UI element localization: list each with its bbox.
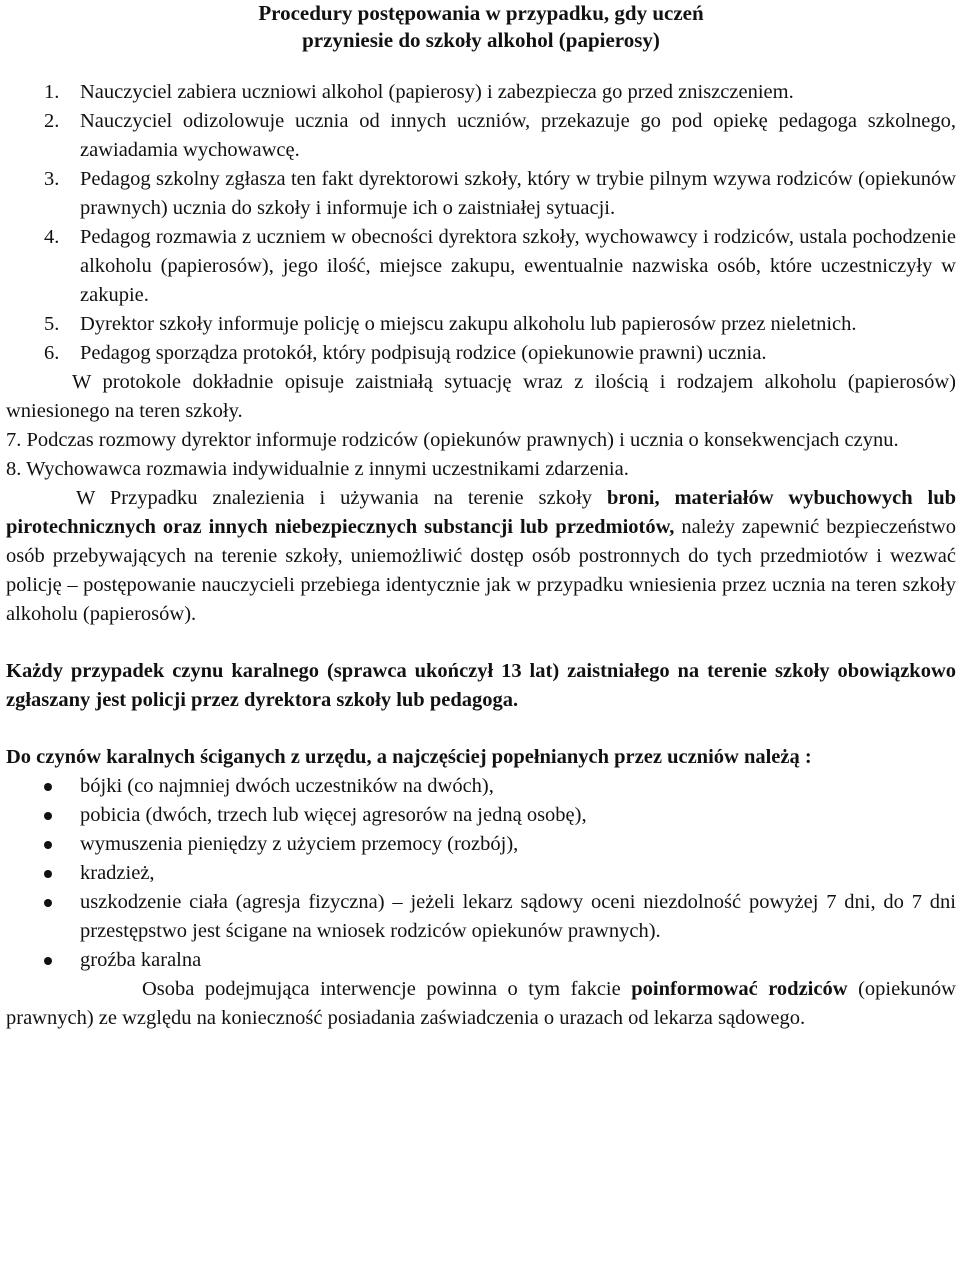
closing-lead: Osoba podejmująca interwencje powinna o tym fakcie bbox=[142, 978, 632, 1000]
closing-paragraph bbox=[6, 975, 956, 1033]
bullet-icon bbox=[44, 957, 52, 965]
spacer bbox=[6, 715, 956, 743]
spacer bbox=[6, 629, 956, 657]
list-item bbox=[80, 888, 956, 946]
step-number: 4. bbox=[44, 226, 60, 248]
closing-bold: poinformować rodziców bbox=[631, 978, 848, 1000]
list-item bbox=[80, 772, 956, 801]
bullet-icon bbox=[44, 841, 52, 849]
bullet-icon bbox=[44, 870, 52, 878]
step-number: 5. bbox=[44, 313, 60, 335]
offence-text: wymuszenia pieniędzy z użyciem przemocy (rozbój), bbox=[80, 833, 519, 855]
list-item bbox=[80, 801, 956, 830]
step-number: 2. bbox=[44, 110, 60, 132]
step-number: 6. bbox=[44, 342, 60, 364]
step-8: 8. Wychowawca rozmawia indywidualnie z innymi uczestnikami zdarzenia. bbox=[6, 458, 629, 480]
procedure-step bbox=[44, 107, 956, 165]
closing-rest: (opiekunów prawnych) ze względu na konieczność posiadania zaświadczenia o urazach od lekarza sądowego. bbox=[6, 978, 956, 1029]
weapons-paragraph bbox=[6, 484, 956, 629]
list-item bbox=[80, 946, 956, 975]
procedure-step bbox=[44, 223, 956, 310]
step-text: Pedagog szkolny zgłasza ten fakt dyrektorowi szkoły, który w trybie pilnym wzywa rodziców (opiekunów prawnych) ucznia do szkoły i informuje ich o zaistniałej sytuacji. bbox=[80, 168, 956, 219]
list-item bbox=[80, 859, 956, 888]
offence-text: groźba karalna bbox=[80, 949, 202, 971]
police-notice: Każdy przypadek czynu karalnego (sprawca ukończył 13 lat) zaistniałego na terenie szkoły obowiązkowo zgłaszany jest policji przez dyrektora szkoły lub pedagoga. bbox=[6, 660, 956, 711]
step-text: Pedagog rozmawia z uczniem w obecności dyrektora szkoły, wychowawcy i rodziców, ustala pochodzenie alkoholu (papierosów), jego ilość, miejsce zakupu, ewentualnie nazwiska osób, które uczestniczyły w zakupie. bbox=[80, 226, 956, 306]
procedure-step bbox=[44, 339, 956, 368]
offence-text: kradzież, bbox=[80, 862, 155, 884]
step-text: Nauczyciel odizolowuje ucznia od innych uczniów, przekazuje go pod opiekę pedagoga szkolnego, zawiadamia wychowawcę. bbox=[80, 110, 956, 161]
offence-text: uszkodzenie ciała (agresja fizyczna) – jeżeli lekarz sądowy oceni niezdolność powyżej 7 dni, do 7 dni przestępstwo jest ścigane na wniosek rodziców opiekunów prawnych). bbox=[80, 891, 956, 942]
step-6-continuation: W protokole dokładnie opisuje zaistniałą sytuację wraz z ilością i rodzajem alkoholu (papierosów) wniesionego na teren szkoły. bbox=[6, 371, 956, 422]
offence-text: bójki (co najmniej dwóch uczestników na dwóch), bbox=[80, 775, 494, 797]
bullet-icon bbox=[44, 899, 52, 907]
step-text: Dyrektor szkoły informuje policję o miejscu zakupu alkoholu lub papierosów przez nieletnich. bbox=[80, 313, 857, 335]
step-text: Pedagog sporządza protokół, który podpisują rodzice (opiekunowie prawni) ucznia. bbox=[80, 342, 767, 364]
title-line-1: Procedury postępowania w przypadku, gdy uczeń bbox=[258, 1, 704, 25]
weapons-rest: należy zapewnić bezpieczeństwo osób przebywających na terenie szkoły, uniemożliwić dostęp osób postronnych do tych przedmiotów i wezwać policję – postępowanie nauczycieli przebiega identycznie jak w przypadku wniesienia przez ucznia na teren szkoły alkoholu (papierosów). bbox=[6, 516, 956, 625]
procedure-step bbox=[44, 165, 956, 223]
document-page bbox=[6, 0, 956, 1033]
offences-list bbox=[6, 772, 956, 975]
procedure-step bbox=[44, 310, 956, 339]
offence-text: pobicia (dwóch, trzech lub więcej agresorów na jedną osobę), bbox=[80, 804, 587, 826]
bullet-icon bbox=[44, 812, 52, 820]
procedure-steps bbox=[6, 78, 956, 368]
list-item bbox=[80, 830, 956, 859]
offences-heading: Do czynów karalnych ściganych z urzędu, a najczęściej popełnianych przez uczniów należą : bbox=[6, 746, 812, 768]
bullet-icon bbox=[44, 783, 52, 791]
step-7: 7. Podczas rozmowy dyrektor informuje rodziców (opiekunów prawnych) i ucznia o konsekwencjach czynu. bbox=[6, 429, 899, 451]
weapons-bold: broni, materiałów wybuchowych lub pirotechnicznych oraz innych niebezpiecznych substancji lub przedmiotów, bbox=[6, 487, 956, 538]
step-number: 1. bbox=[44, 81, 60, 103]
step-text: Nauczyciel zabiera uczniowi alkohol (papierosy) i zabezpiecza go przed zniszczeniem. bbox=[80, 81, 794, 103]
document-title bbox=[6, 0, 956, 54]
procedure-step bbox=[44, 78, 956, 107]
step-number: 3. bbox=[44, 168, 60, 190]
title-line-2: przyniesie do szkoły alkohol (papierosy) bbox=[302, 28, 660, 52]
weapons-lead: W Przypadku znalezienia i używania na terenie szkoły bbox=[76, 487, 607, 509]
